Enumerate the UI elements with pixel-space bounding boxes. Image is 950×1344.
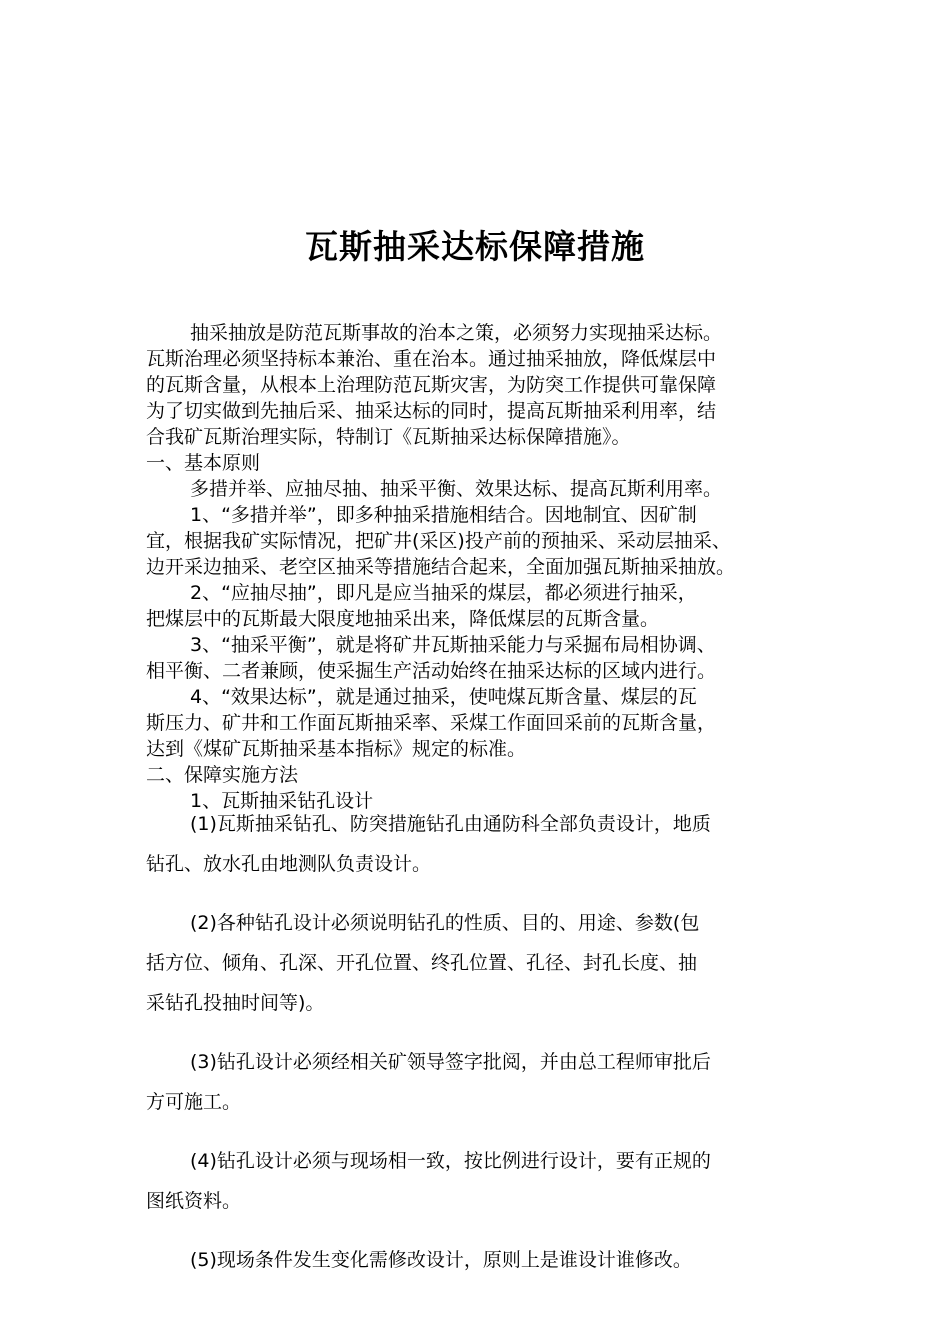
document-title: 瓦斯抽采达标保障措施 <box>305 227 645 266</box>
section2-p2-line: 采钻孔投抽时间等)。 <box>146 992 325 1014</box>
intro-line: 的瓦斯含量，从根本上治理防范瓦斯灾害，为防突工作提供可靠保障 <box>146 374 717 396</box>
intro-line: 抽采抽放是防范瓦斯事故的治本之策，必须努力实现抽采达标。 <box>190 322 723 344</box>
section2-p2-line: (2)各种钻孔设计必须说明钻孔的性质、目的、用途、参数(包 <box>190 912 700 934</box>
document-body-lower <box>146 804 826 1280</box>
section1-item4-line: 斯压力、矿井和工作面瓦斯抽采率、采煤工作面回采前的瓦斯含量， <box>146 712 717 734</box>
section1-item1-line: 宜，根据我矿实际情况，把矿井(采区)投产前的预抽采、采动层抽采、 <box>146 530 731 552</box>
section2-subheading: 1、瓦斯抽采钻孔设计 <box>190 790 374 812</box>
document-body-upper <box>146 320 826 814</box>
section2-heading: 二、保障实施方法 <box>146 764 299 786</box>
section2-p1-line: 钻孔、放水孔由地测队负责设计。 <box>146 853 432 875</box>
section1-heading: 一、基本原则 <box>146 452 261 474</box>
section2-p1-line: (1)瓦斯抽采钻孔、防突措施钻孔由通防科全部负责设计，地质 <box>190 813 711 835</box>
section1-item1-line: 边开采边抽采、老空区抽采等措施结合起来，全面加强瓦斯抽采抽放。 <box>146 556 736 578</box>
section1-item4-line: 达到《煤矿瓦斯抽采基本指标》规定的标准。 <box>146 738 527 760</box>
section2-p2-line: 括方位、倾角、孔深、开孔位置、终孔位置、孔径、封孔长度、抽 <box>146 952 698 974</box>
section1-item2-line: 2、“应抽尽抽”，即凡是应当抽采的煤层，都必须进行抽采， <box>190 582 697 604</box>
intro-line: 为了切实做到先抽后采、抽采达标的同时，提高瓦斯抽采利用率，结 <box>146 400 717 422</box>
section1-summary: 多措并举、应抽尽抽、抽采平衡、效果达标、提高瓦斯利用率。 <box>190 478 723 500</box>
section1-item3-line: 3、“抽采平衡”，就是将矿井瓦斯抽采能力与采掘布局相协调、 <box>190 634 716 656</box>
intro-line: 瓦斯治理必须坚持标本兼治、重在治本。通过抽采抽放，降低煤层中 <box>146 348 717 370</box>
section1-item4-line: 4、“效果达标”，就是通过抽采，使吨煤瓦斯含量、煤层的瓦 <box>190 686 697 708</box>
section2-p4-line: 图纸资料。 <box>146 1190 242 1212</box>
section2-p5-line: (5)现场条件发生变化需修改设计，原则上是谁设计谁修改。 <box>190 1249 692 1271</box>
section1-item1-line: 1、“多措并举”，即多种抽采措施相结合。因地制宜、因矿制 <box>190 504 697 526</box>
section2-p4-line: (4)钻孔设计必须与现场相一致，按比例进行设计，要有正规的 <box>190 1150 711 1172</box>
section1-item3-line: 相平衡、二者兼顾，使采掘生产活动始终在抽采达标的区域内进行。 <box>146 660 717 682</box>
section1-item2-line: 把煤层中的瓦斯最大限度地抽采出来，降低煤层的瓦斯含量。 <box>146 608 660 630</box>
intro-line: 合我矿瓦斯治理实际，特制订《瓦斯抽采达标保障措施》。 <box>146 426 631 448</box>
section2-p3-line: 方可施工。 <box>146 1091 242 1113</box>
section2-p3-line: (3)钻孔设计必须经相关矿领导签字批阅，并由总工程师审批后 <box>190 1051 711 1073</box>
